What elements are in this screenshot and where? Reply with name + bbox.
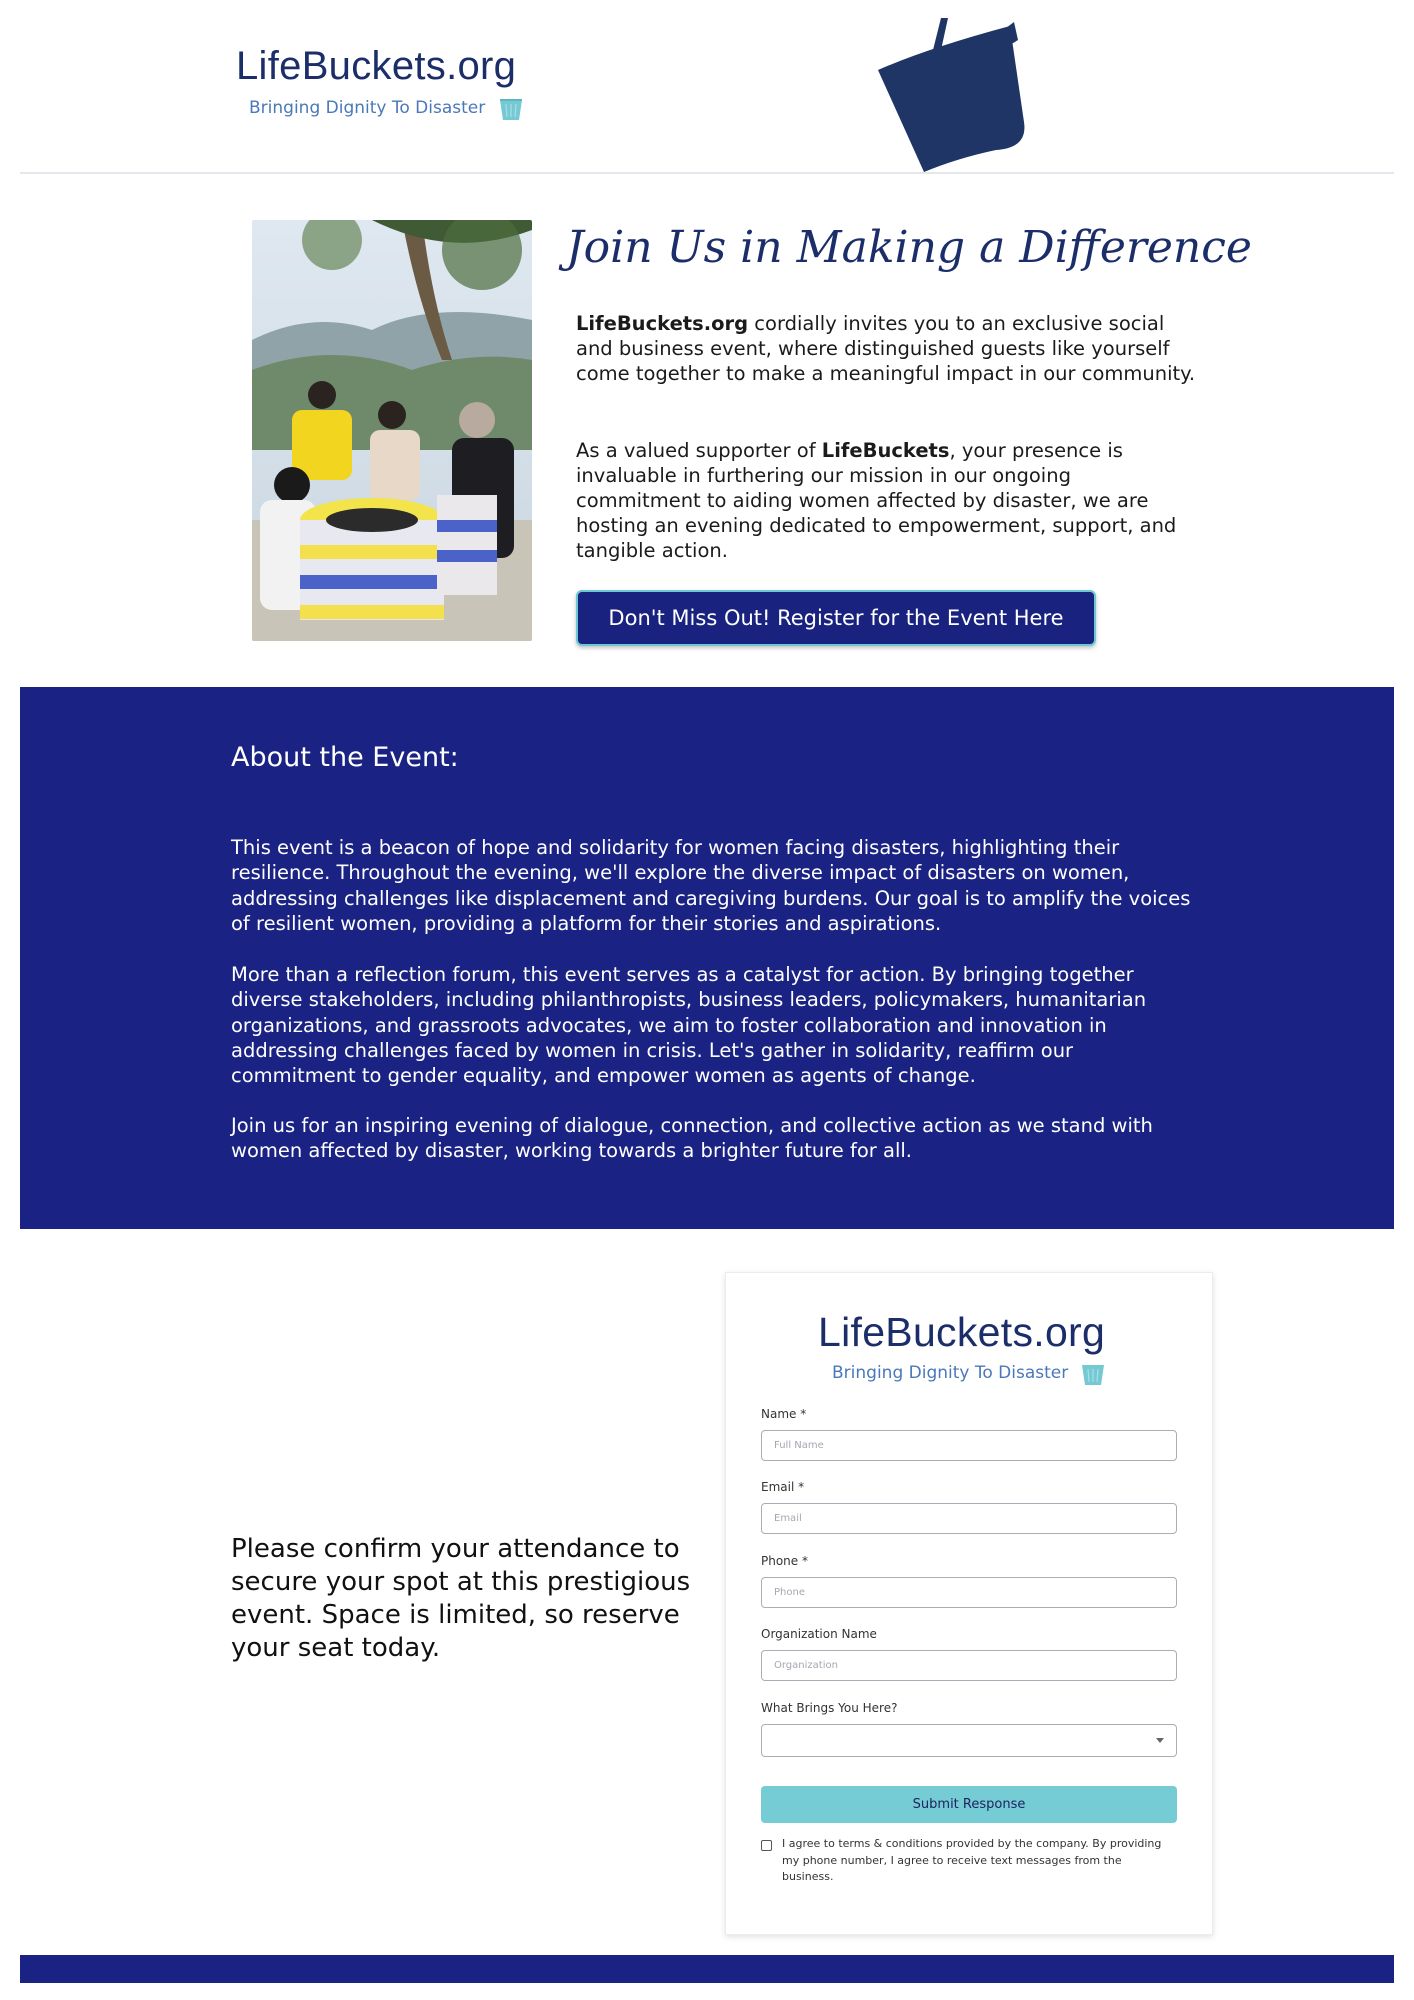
phone-input[interactable]: [761, 1577, 1177, 1608]
submit-button[interactable]: Submit Response: [761, 1786, 1177, 1823]
about-paragraph-1: This event is a beacon of hope and solidarity for women facing disasters, highlighting their resilience. Throughout the evening, we'll explore the diverse impact of disasters on women, addressing challenges like displacement and caregiving burdens. Our goal is to amplify the voices of resilient women, providing a platform for their stories and aspirations.: [231, 836, 1191, 935]
terms-text: I agree to terms & conditions provided by the company. By providing my phone number, I agree to receive text messages from the business.: [782, 1837, 1162, 1883]
brand-name: LifeBuckets.org: [576, 312, 749, 335]
intro-heading: Join Us in Making a Difference: [566, 222, 1252, 273]
name-input[interactable]: [761, 1430, 1177, 1461]
form-logo-title: LifeBuckets.org: [818, 1309, 1106, 1355]
organization-input[interactable]: [761, 1650, 1177, 1681]
registration-form: [725, 1272, 1213, 1935]
about-paragraph-2: More than a reflection forum, this event serves as a catalyst for action. By bringing together diverse stakeholders, including philanthropists, business leaders, policymakers, humanitarian organizations, and grassroots advocates, we aim to foster collaboration and innovation in addressing challenges faced by women in crisis. Let's gather in solidarity, reaffirm our commitment to gender equality, and empower women as agents of change.: [231, 963, 1147, 1088]
form-logo-tagline: Bringing Dignity To Disaster: [832, 1363, 1069, 1383]
phone-label: Phone *: [761, 1554, 808, 1568]
about-section: [20, 687, 1394, 1229]
confirm-text: Please confirm your attendance to secure your spot at this prestigious event. Space is limited, so reserve your seat today.: [231, 1534, 691, 1663]
footer-bar: [20, 1955, 1394, 1983]
intro-paragraph-1: [576, 311, 1198, 386]
volunteers-photo: [252, 220, 532, 641]
logo-title[interactable]: LifeBuckets.org: [236, 44, 517, 88]
reason-label: What Brings You Here?: [761, 1701, 898, 1715]
chevron-down-icon: [1156, 1738, 1164, 1743]
email-input[interactable]: [761, 1503, 1177, 1534]
intro-paragraph-1-text: cordially invites you to an exclusive social and business event, where distinguished guests like yourself come together to make a meaningful impact in our community.: [576, 312, 1196, 385]
register-button[interactable]: Don't Miss Out! Register for the Event Here: [576, 590, 1096, 646]
name-label: Name *: [761, 1407, 807, 1421]
intro-paragraph-2: [576, 438, 1198, 563]
email-label: Email *: [761, 1480, 805, 1494]
bucket-icon: [878, 18, 1040, 174]
small-bucket-icon: [498, 94, 524, 122]
reason-select[interactable]: [761, 1724, 1177, 1757]
about-paragraph-3: Join us for an inspiring evening of dialogue, connection, and collective action as we stand with women affected by disaster, working towards a brighter future for all.: [231, 1114, 1153, 1163]
brand-name: LifeBuckets: [821, 439, 950, 462]
logo-tagline: Bringing Dignity To Disaster: [249, 98, 486, 118]
form-bucket-icon: [1080, 1359, 1106, 1387]
intro-paragraph-2-start: As a valued supporter of: [576, 439, 822, 462]
terms-checkbox[interactable]: [761, 1840, 772, 1851]
about-heading: About the Event:: [231, 742, 459, 773]
header-divider: [20, 172, 1394, 174]
intro-paragraph-2-text: , your presence is invaluable in furthering our mission in our ongoing commitment to aiding women affected by disaster, we are hosting an evening dedicated to empowerment, support, and tangible action.: [576, 439, 1177, 562]
organization-label: Organization Name: [761, 1627, 877, 1641]
